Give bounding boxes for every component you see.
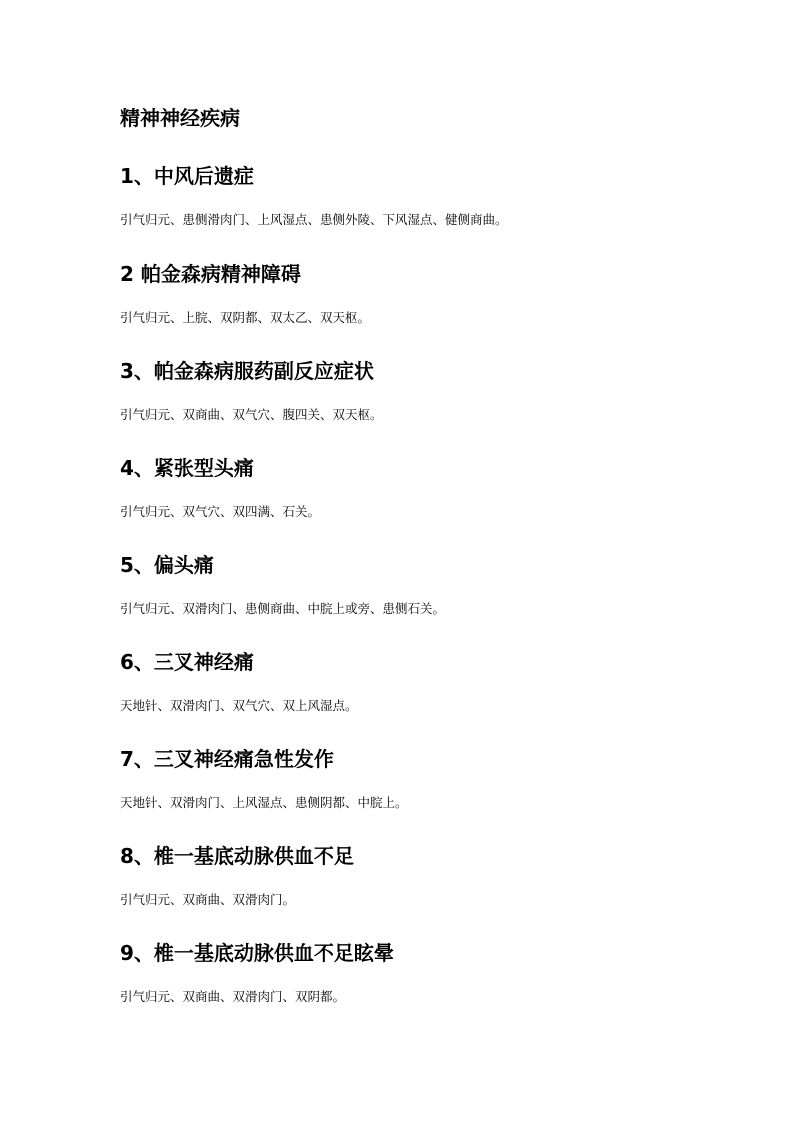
- section-3: [120, 357, 720, 422]
- section-heading: 1、中风后遗症: [120, 164, 254, 188]
- section-heading: 2 帕金森病精神障碍: [120, 262, 301, 286]
- section-body: 引气归元、双商曲、双滑肉门、双阴都。: [120, 989, 346, 1004]
- section-6: [120, 648, 720, 713]
- section-body: 引气归元、双滑肉门、患侧商曲、中脘上或旁、患侧石关。: [120, 601, 446, 616]
- section-body: 引气归元、双商曲、双滑肉门。: [120, 892, 296, 907]
- section-body: 天地针、双滑肉门、上风湿点、患侧阴都、中脘上。: [120, 795, 408, 810]
- section-body: 引气归元、患侧滑肉门、上风湿点、患侧外陵、下风湿点、健侧商曲。: [120, 212, 508, 227]
- page-title: 精神神经疾病: [120, 106, 240, 130]
- section-body: 引气归元、双商曲、双气穴、腹四关、双天枢。: [120, 407, 383, 422]
- section-1: [120, 162, 720, 227]
- section-9: [120, 939, 720, 1004]
- section-8: [120, 842, 720, 907]
- section-heading: 4、紧张型头痛: [120, 456, 254, 480]
- section-2: [120, 260, 720, 325]
- section-5: [120, 551, 720, 616]
- section-heading: 8、椎一基底动脉供血不足: [120, 844, 354, 868]
- section-body: 引气归元、上脘、双阴都、双太乙、双天枢。: [120, 310, 371, 325]
- section-heading: 3、帕金森病服药副反应症状: [120, 359, 374, 383]
- section-body: 引气归元、双气穴、双四满、石关。: [120, 504, 321, 519]
- section-4: [120, 454, 720, 519]
- section-heading: 6、三叉神经痛: [120, 650, 254, 674]
- section-7: [120, 745, 720, 810]
- section-heading: 9、椎一基底动脉供血不足眩晕: [120, 941, 394, 965]
- section-heading: 5、偏头痛: [120, 553, 214, 577]
- section-heading: 7、三叉神经痛急性发作: [120, 747, 334, 771]
- section-body: 天地针、双滑肉门、双气穴、双上风湿点。: [120, 698, 358, 713]
